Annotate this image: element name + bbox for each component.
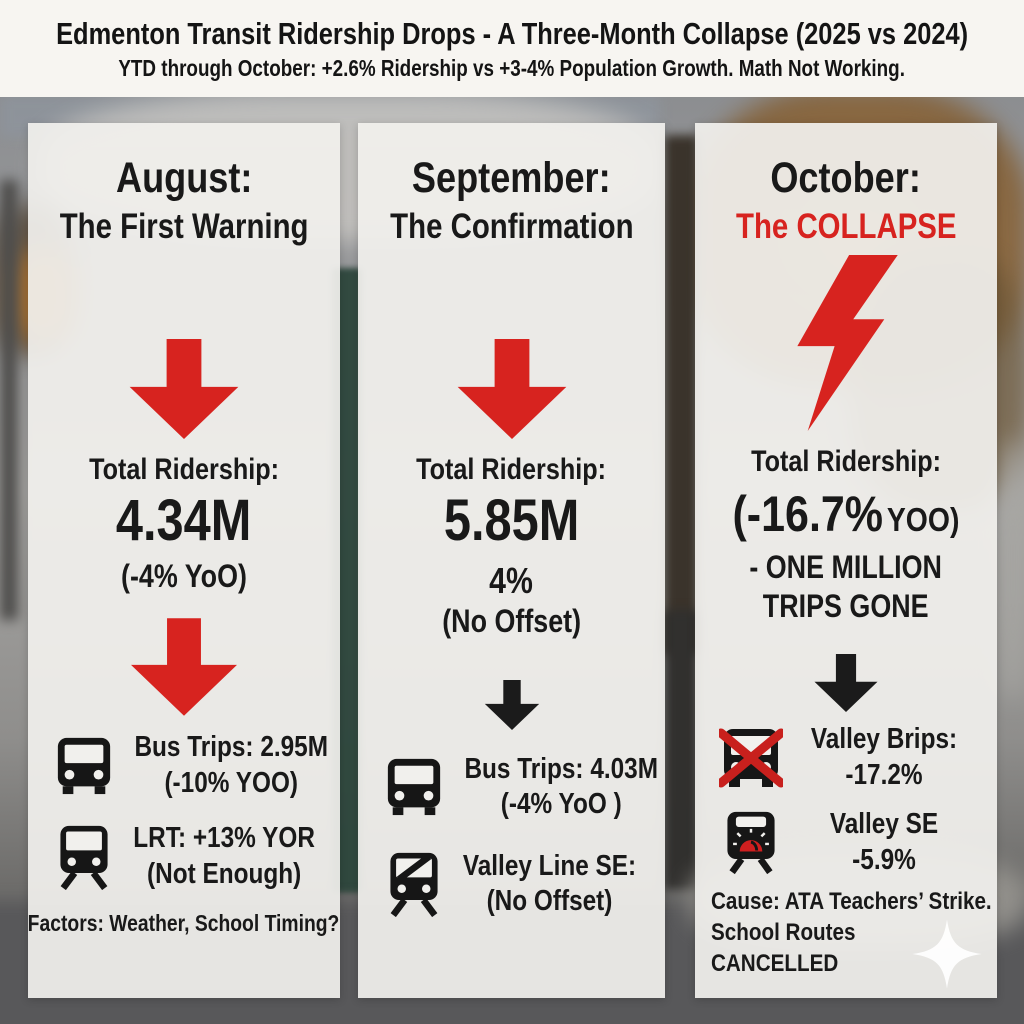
stat-label: Total Ridership: [89, 452, 279, 486]
stat-note: TRIPS GONE [763, 587, 929, 624]
row-text [783, 722, 985, 793]
row-line: -5.9% [852, 843, 916, 876]
row-line: Bus Trips: 2.95M [134, 731, 329, 764]
panel-footer-note: Factors: Weather, School Timing? [28, 909, 340, 936]
row-text [446, 849, 653, 920]
row-line: (No Offset) [486, 885, 613, 917]
stat-rows [28, 730, 340, 892]
background-pole [0, 180, 18, 620]
panel-title: October: [770, 154, 922, 202]
background-sidewalk [998, 440, 1024, 700]
background-tree [664, 135, 698, 655]
row-line: (-4% YoO ) [500, 788, 622, 821]
stat-note: 4% [489, 559, 534, 601]
row-text [446, 752, 665, 823]
train-icon [52, 824, 116, 890]
train-slash-icon [382, 851, 446, 917]
stat-value-small: YOO) [886, 500, 960, 538]
panel-title: August: [115, 154, 253, 202]
page-subtitle: YTD through October: +2.6% Ridership vs +3-4% Population Growth. Math Not Working. [118, 54, 906, 81]
panel-august [28, 123, 340, 998]
row-line: LRT: +13% YOR [133, 822, 315, 855]
row-line: (Not Enough) [147, 857, 302, 890]
stat-value: 5.85M [443, 487, 580, 553]
stat-rows [695, 722, 997, 878]
lrt-stat-row [28, 821, 340, 892]
row-line: Bus Trips: 4.03M [464, 752, 659, 785]
bus-cancelled-stat-row [695, 722, 997, 793]
panel-subtitle: The COLLAPSE [735, 207, 957, 247]
panel-september [358, 123, 665, 998]
cause-line: CANCELLED [711, 950, 839, 978]
row-line: (-10% YOO) [164, 766, 299, 799]
row-text [783, 807, 985, 878]
train-siren-icon [719, 810, 783, 876]
red-block-down-arrow-icon [131, 618, 237, 716]
stat-note: (-4% YoO) [121, 557, 247, 594]
row-text [116, 821, 332, 892]
bus-icon [382, 757, 446, 817]
stat-note: (No Offset) [442, 603, 581, 640]
stat-note: - ONE MILLION [749, 548, 943, 585]
stat-value [733, 485, 960, 543]
panel-subtitle: The Confirmation [389, 207, 634, 247]
stat-label: Total Ridership: [416, 452, 607, 486]
stat-label: Total Ridership: [751, 444, 941, 478]
header [0, 0, 1024, 97]
panel-october [695, 123, 997, 998]
row-text [116, 730, 340, 801]
black-down-arrow-icon [483, 680, 541, 730]
bus-icon [52, 736, 116, 796]
cause-line: Cause: ATA Teachers’ Strike. [711, 887, 992, 915]
page-title: Edmenton Transit Ridership Drops - A Three-Month Collapse (2025 vs 2024) [55, 15, 969, 51]
bus-stat-row [28, 730, 340, 801]
row-line: Valley SE [829, 808, 939, 841]
red-lightning-bolt-icon [786, 255, 906, 431]
valley-line-stat-row [358, 849, 665, 920]
cause-line: School Routes [711, 919, 856, 947]
stat-value-big: (-16.7% [732, 485, 884, 542]
valley-se-stat-row [695, 807, 997, 878]
red-block-down-arrow-icon [128, 339, 240, 439]
red-block-down-arrow-icon [456, 339, 568, 439]
white-sparkle-icon [911, 918, 983, 990]
row-line: Valley Line SE: [462, 849, 637, 882]
stat-rows [358, 752, 665, 920]
bus-crossed-icon [719, 727, 783, 789]
bus-shelter-post [664, 610, 698, 890]
row-line: Valley Brips: [810, 723, 958, 756]
row-line: -17.2% [845, 758, 923, 791]
black-down-arrow-icon [813, 654, 879, 712]
panel-title: September: [412, 154, 611, 202]
stat-value: 4.34M [116, 487, 252, 553]
bus-stat-row [358, 752, 665, 823]
panel-subtitle: The First Warning [59, 207, 309, 247]
